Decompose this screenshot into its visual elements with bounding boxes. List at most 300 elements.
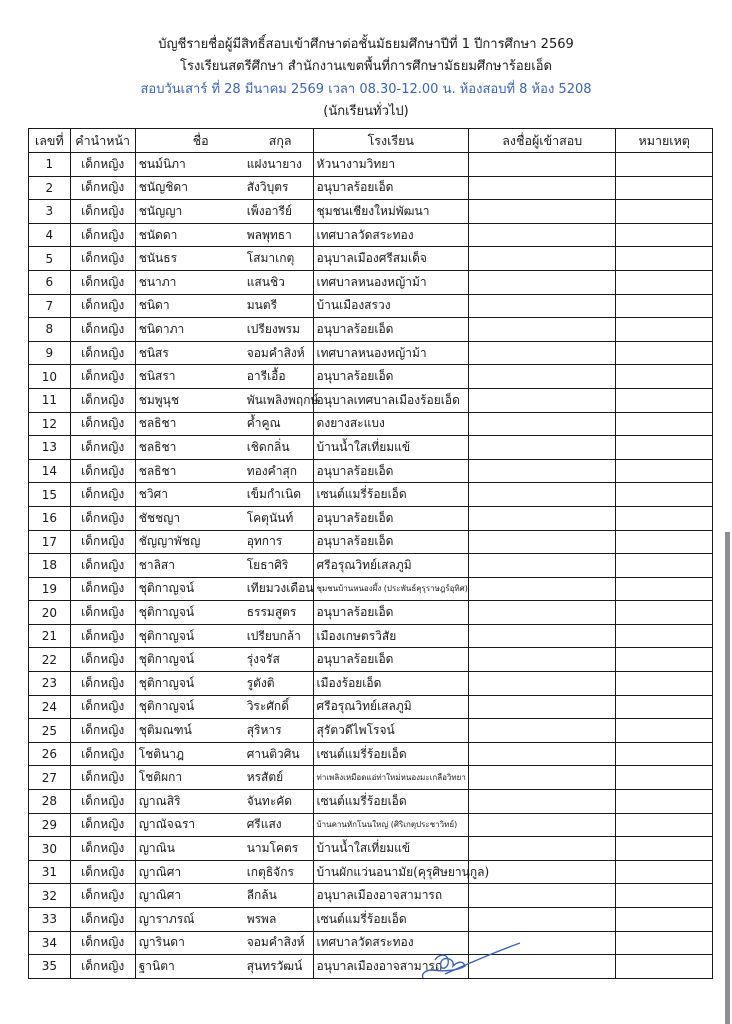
row-school: เมืองร้อยเอ็ด [313, 672, 469, 696]
row-first-name: ชัชชญา [138, 510, 181, 525]
row-signature-field[interactable] [469, 200, 616, 224]
row-number: 4 [29, 223, 71, 247]
row-number: 12 [29, 412, 71, 436]
table-row [29, 388, 713, 412]
row-remark-field[interactable] [616, 813, 713, 837]
row-school: สุรัตวดีไพโรจน์ [313, 719, 469, 743]
row-first-name: ชนม์นิภา [138, 156, 186, 171]
row-remark-field[interactable] [616, 908, 713, 932]
row-last-name: เกตุธิจักร [246, 864, 294, 879]
row-signature-field[interactable] [469, 247, 616, 271]
row-prefix: เด็กหญิง [70, 837, 135, 861]
row-last-name: พันเพลิงพฤกษ์ [246, 392, 319, 407]
row-prefix: เด็กหญิง [70, 412, 135, 436]
row-number: 28 [29, 790, 71, 814]
row-last-name: ลีกล้น [246, 888, 277, 903]
row-remark-field[interactable] [616, 624, 713, 648]
table-row [29, 176, 713, 200]
row-name [135, 648, 313, 672]
row-remark-field[interactable] [616, 153, 713, 177]
row-first-name: ชาลิสา [138, 557, 175, 572]
row-name [135, 672, 313, 696]
row-number: 31 [29, 860, 71, 884]
row-remark-field[interactable] [616, 483, 713, 507]
row-number: 29 [29, 813, 71, 837]
row-remark-field[interactable] [616, 742, 713, 766]
row-first-name: ชนัดดา [138, 227, 178, 242]
row-last-name: หรสัตย์ [246, 770, 284, 785]
row-number: 14 [29, 459, 71, 483]
row-signature-field[interactable] [469, 837, 616, 861]
row-name [135, 884, 313, 908]
row-school: อนุบาลเทศบาลเมืองร้อยเอ็ด [313, 388, 469, 412]
row-signature-field[interactable] [469, 624, 616, 648]
row-signature-field[interactable] [469, 459, 616, 483]
row-name [135, 506, 313, 530]
table-row [29, 153, 713, 177]
row-number: 22 [29, 648, 71, 672]
row-prefix: เด็กหญิง [70, 341, 135, 365]
col-header-sign: ลงชื่อผู้เข้าสอบ [469, 129, 616, 153]
row-prefix: เด็กหญิง [70, 223, 135, 247]
row-remark-field[interactable] [616, 270, 713, 294]
row-prefix: เด็กหญิง [70, 554, 135, 578]
row-signature-field[interactable] [469, 766, 616, 790]
row-last-name: มนตรี [246, 298, 278, 313]
row-school: อนุบาลเมืองอาจสามารถ [313, 955, 469, 979]
row-remark-field[interactable] [616, 412, 713, 436]
row-number: 27 [29, 766, 71, 790]
row-school: เซนต์แมรี่ร้อยเอ็ด [313, 790, 469, 814]
row-school: อนุบาลเมืองอาจสามารถ [313, 884, 469, 908]
row-number: 1 [29, 153, 71, 177]
row-name [135, 530, 313, 554]
table-row [29, 742, 713, 766]
row-signature-field[interactable] [469, 318, 616, 342]
row-prefix: เด็กหญิง [70, 908, 135, 932]
row-signature-field[interactable] [469, 648, 616, 672]
row-first-name: ญารินดา [138, 935, 185, 950]
row-name [135, 860, 313, 884]
row-remark-field[interactable] [616, 577, 713, 601]
row-first-name: ชุติกาญจน์ [138, 628, 195, 643]
row-prefix: เด็กหญิง [70, 153, 135, 177]
row-remark-field[interactable] [616, 318, 713, 342]
table-row [29, 766, 713, 790]
row-prefix: เด็กหญิง [70, 388, 135, 412]
table-row [29, 931, 713, 955]
table-row [29, 530, 713, 554]
table-row [29, 790, 713, 814]
row-signature-field[interactable] [469, 153, 616, 177]
row-first-name: ญาณสิริ [138, 793, 181, 808]
row-prefix: เด็กหญิง [70, 790, 135, 814]
row-school: อนุบาลร้อยเอ็ด [313, 601, 469, 625]
row-last-name: จอมคำสิงห์ [246, 345, 305, 360]
row-prefix: เด็กหญิง [70, 365, 135, 389]
table-row [29, 601, 713, 625]
table-row [29, 955, 713, 979]
row-first-name: โชตินาฎ [138, 746, 185, 761]
table-row [29, 412, 713, 436]
row-remark-field[interactable] [616, 955, 713, 979]
row-remark-field[interactable] [616, 554, 713, 578]
row-remark-field[interactable] [616, 459, 713, 483]
row-school: เซนต์แมรี่ร้อยเอ็ด [313, 742, 469, 766]
row-last-name: โคตุนันท์ [246, 510, 294, 525]
row-number: 26 [29, 742, 71, 766]
row-number: 35 [29, 955, 71, 979]
col-header-school: โรงเรียน [313, 129, 469, 153]
row-prefix: เด็กหญิง [70, 695, 135, 719]
row-school: ศรีอรุณวิทย์เสลภูมิ [313, 695, 469, 719]
row-school: เทศบาลหนองหญ้าม้า [313, 270, 469, 294]
row-first-name: ชุติมณฑน์ [138, 723, 192, 738]
table-row [29, 837, 713, 861]
row-signature-field[interactable] [469, 341, 616, 365]
table-row [29, 554, 713, 578]
row-school: ท่าเพลิงเหมือดแอ่ท่าใหม่หนองมะเกลือวิทยา [313, 766, 469, 790]
table-row [29, 365, 713, 389]
row-signature-field[interactable] [469, 672, 616, 696]
row-remark-field[interactable] [616, 695, 713, 719]
row-number: 5 [29, 247, 71, 271]
row-prefix: เด็กหญิง [70, 270, 135, 294]
row-number: 33 [29, 908, 71, 932]
row-name [135, 412, 313, 436]
row-school: เซนต์แมรี่ร้อยเอ็ด [313, 908, 469, 932]
row-first-name: ญาณิน [138, 841, 175, 856]
row-remark-field[interactable] [616, 648, 713, 672]
table-row [29, 672, 713, 696]
row-signature-field[interactable] [469, 270, 616, 294]
row-prefix: เด็กหญิง [70, 176, 135, 200]
row-signature-field[interactable] [469, 695, 616, 719]
row-last-name: สุนทรวัฒน์ [246, 958, 303, 973]
row-prefix: เด็กหญิง [70, 860, 135, 884]
candidate-type-line: (นักเรียนทั่วไป) [323, 104, 409, 119]
row-number: 25 [29, 719, 71, 743]
row-number: 9 [29, 341, 71, 365]
row-number: 11 [29, 388, 71, 412]
row-first-name: ชลธิชา [138, 416, 177, 431]
table-row [29, 813, 713, 837]
row-last-name: ค้ำคูณ [246, 416, 281, 431]
row-number: 19 [29, 577, 71, 601]
row-remark-field[interactable] [616, 365, 713, 389]
row-signature-field[interactable] [469, 176, 616, 200]
row-remark-field[interactable] [616, 719, 713, 743]
row-name [135, 294, 313, 318]
row-name [135, 341, 313, 365]
row-first-name: ชุติกาญจน์ [138, 675, 195, 690]
row-prefix: เด็กหญิง [70, 530, 135, 554]
row-signature-field[interactable] [469, 601, 616, 625]
table-row [29, 648, 713, 672]
row-name [135, 790, 313, 814]
row-number: 13 [29, 436, 71, 460]
row-name [135, 176, 313, 200]
row-signature-field[interactable] [469, 530, 616, 554]
row-name [135, 813, 313, 837]
row-number: 3 [29, 200, 71, 224]
row-school: เมืองเกษตรวิสัย [313, 624, 469, 648]
row-first-name: ญาณัจฉรา [138, 817, 196, 832]
table-row [29, 695, 713, 719]
table-body [29, 153, 713, 979]
row-school: เซนต์แมรี่ร้อยเอ็ด [313, 483, 469, 507]
row-school: อนุบาลร้อยเอ็ด [313, 459, 469, 483]
row-school: ชุมชนบ้านหนองผึ้ง (ประพันธ์คุรุราษฎร์อุทิศ) [313, 577, 469, 601]
row-name [135, 931, 313, 955]
row-first-name: ชลธิชา [138, 439, 177, 454]
row-number: 23 [29, 672, 71, 696]
row-last-name: จอมคำสิงห์ [246, 935, 305, 950]
row-remark-field[interactable] [616, 860, 713, 884]
row-name [135, 388, 319, 412]
row-prefix: เด็กหญิง [70, 200, 135, 224]
table-row [29, 223, 713, 247]
row-prefix: เด็กหญิง [70, 577, 135, 601]
row-prefix: เด็กหญิง [70, 436, 135, 460]
row-school: เทศบาลวัดสระทอง [313, 931, 469, 955]
row-signature-field[interactable] [469, 412, 616, 436]
row-name [135, 601, 313, 625]
table-row [29, 719, 713, 743]
row-prefix: เด็กหญิง [70, 247, 135, 271]
row-first-name: ฐานิตา [138, 958, 175, 973]
row-remark-field[interactable] [616, 223, 713, 247]
table-row [29, 341, 713, 365]
row-name [135, 766, 313, 790]
row-first-name: ชนันธร [138, 251, 178, 266]
row-last-name: เทียมวงเดือน [246, 581, 314, 596]
row-first-name: ญาณิศา [138, 864, 182, 879]
row-school: บ้านน้ำใสเที่ยมแข้ [313, 436, 469, 460]
row-name [135, 247, 313, 271]
row-first-name: ชนิดา [138, 298, 170, 313]
row-last-name: พลพุทธา [246, 227, 292, 242]
col-header-no: เลขที่ [29, 129, 71, 153]
row-prefix: เด็กหญิง [70, 601, 135, 625]
row-first-name: ชนิสรา [138, 369, 176, 384]
row-school: เทศบาลวัดสระทอง [313, 223, 469, 247]
row-school: อนุบาลร้อยเอ็ด [313, 648, 469, 672]
row-signature-field[interactable] [469, 294, 616, 318]
row-last-name: สุริหาร [246, 723, 282, 738]
row-school: เทศบาลหนองหญ้าม้า [313, 341, 469, 365]
row-remark-field[interactable] [616, 837, 713, 861]
row-signature-field[interactable] [469, 742, 616, 766]
row-remark-field[interactable] [616, 341, 713, 365]
row-number: 7 [29, 294, 71, 318]
table-row [29, 860, 713, 884]
row-number: 16 [29, 506, 71, 530]
row-remark-field[interactable] [616, 790, 713, 814]
row-last-name: สังวิบุตร [246, 180, 289, 195]
table-row [29, 908, 713, 932]
row-number: 32 [29, 884, 71, 908]
row-school: อนุบาลร้อยเอ็ด [313, 506, 469, 530]
table-row [29, 200, 713, 224]
col-header-name [135, 129, 313, 153]
row-number: 8 [29, 318, 71, 342]
table-row [29, 459, 713, 483]
row-name [135, 318, 313, 342]
row-name [135, 436, 313, 460]
row-signature-field[interactable] [469, 860, 616, 884]
row-name [135, 577, 313, 601]
row-name [135, 624, 313, 648]
row-first-name: ชุติกาญจน์ [138, 652, 195, 667]
row-name [135, 483, 313, 507]
row-school: หัวนางามวิทยา [313, 153, 469, 177]
col-header-prefix: คำนำหน้า [70, 129, 135, 153]
row-number: 18 [29, 554, 71, 578]
table-row [29, 884, 713, 908]
row-signature-field[interactable] [469, 223, 616, 247]
row-last-name: รูตังติ [246, 675, 275, 690]
row-prefix: เด็กหญิง [70, 459, 135, 483]
row-last-name: อารีเอื้อ [246, 369, 286, 384]
table-row [29, 577, 713, 601]
row-name [135, 459, 313, 483]
table-row [29, 318, 713, 342]
row-name [135, 365, 313, 389]
row-remark-field[interactable] [616, 247, 713, 271]
row-signature-field[interactable] [469, 365, 616, 389]
row-last-name: อุทการ [246, 534, 283, 549]
table-header-row [29, 129, 713, 153]
row-remark-field[interactable] [616, 530, 713, 554]
row-signature-field[interactable] [469, 577, 616, 601]
row-name [135, 200, 313, 224]
row-prefix: เด็กหญิง [70, 955, 135, 979]
row-prefix: เด็กหญิง [70, 318, 135, 342]
row-remark-field[interactable] [616, 506, 713, 530]
row-prefix: เด็กหญิง [70, 648, 135, 672]
row-school: อนุบาลร้อยเอ็ด [313, 365, 469, 389]
row-remark-field[interactable] [616, 884, 713, 908]
table-row [29, 247, 713, 271]
row-last-name: โสมาเกตุ [246, 251, 295, 266]
row-school: อนุบาลร้อยเอ็ด [313, 530, 469, 554]
row-last-name: รุ่งจรัส [246, 652, 280, 667]
row-number: 20 [29, 601, 71, 625]
row-first-name: ชนัญญา [138, 203, 183, 218]
row-school: ชุมชนเชียงใหม่พัฒนา [313, 200, 469, 224]
col-header-first-name: ชื่อ [192, 132, 209, 148]
row-first-name: โชติผกา [138, 770, 183, 785]
row-remark-field[interactable] [616, 388, 713, 412]
row-first-name: ชัญญาพัชญ [138, 534, 201, 549]
table-row [29, 483, 713, 507]
row-prefix: เด็กหญิง [70, 766, 135, 790]
row-first-name: ชนาภา [138, 274, 177, 289]
row-name [135, 955, 313, 979]
row-signature-field[interactable] [469, 483, 616, 507]
row-last-name: แสนชิว [246, 274, 285, 289]
row-signature-field[interactable] [469, 436, 616, 460]
table-row [29, 270, 713, 294]
row-signature-field[interactable] [469, 884, 616, 908]
row-last-name: เข็มกำเนิด [246, 487, 302, 502]
scan-edge-strip [725, 532, 730, 1024]
row-school: อนุบาลร้อยเอ็ด [313, 318, 469, 342]
row-remark-field[interactable] [616, 436, 713, 460]
row-prefix: เด็กหญิง [70, 931, 135, 955]
row-signature-field[interactable] [469, 388, 616, 412]
row-name [135, 837, 313, 861]
row-remark-field[interactable] [616, 200, 713, 224]
row-remark-field[interactable] [616, 176, 713, 200]
table-row [29, 294, 713, 318]
row-school: บ้านผักแว่นอนามัย(คุรุศิษยานุกูล) [313, 860, 469, 884]
row-first-name: ชมพูนุช [138, 392, 179, 407]
row-first-name: ชุติกาญจน์ [138, 605, 195, 620]
row-signature-field[interactable] [469, 554, 616, 578]
row-remark-field[interactable] [616, 672, 713, 696]
row-first-name: ชวิศา [138, 487, 168, 502]
col-header-remark: หมายเหตุ [616, 129, 713, 153]
row-signature-field[interactable] [469, 813, 616, 837]
row-last-name: ทองคำสุก [246, 463, 298, 478]
row-remark-field[interactable] [616, 601, 713, 625]
row-prefix: เด็กหญิง [70, 884, 135, 908]
row-last-name: ศานติวศิน [246, 746, 300, 761]
row-last-name: แฝงนายาง [246, 156, 302, 171]
row-last-name: ศรีแสง [246, 817, 282, 832]
row-number: 10 [29, 365, 71, 389]
row-last-name: จันทะคัด [246, 793, 293, 808]
row-remark-field[interactable] [616, 766, 713, 790]
row-name [135, 695, 313, 719]
row-first-name: ชลธิชา [138, 463, 177, 478]
row-school: ดงยางสะแบง [313, 412, 469, 436]
row-number: 15 [29, 483, 71, 507]
table-row [29, 624, 713, 648]
row-last-name: เปรียงพรม [246, 321, 301, 336]
row-signature-field[interactable] [469, 719, 616, 743]
row-number: 30 [29, 837, 71, 861]
row-last-name: เชิดกลิ่น [246, 439, 290, 454]
row-first-name: ชุติกาญจน์ [138, 699, 195, 714]
row-first-name: ญาณิศา [138, 888, 182, 903]
row-name [135, 742, 313, 766]
row-remark-field[interactable] [616, 931, 713, 955]
row-school: อนุบาลร้อยเอ็ด [313, 176, 469, 200]
row-number: 24 [29, 695, 71, 719]
row-signature-field[interactable] [469, 908, 616, 932]
row-prefix: เด็กหญิง [70, 506, 135, 530]
row-name [135, 908, 313, 932]
row-signature-field[interactable] [469, 790, 616, 814]
row-prefix: เด็กหญิง [70, 742, 135, 766]
row-school: บ้านเมืองสรวง [313, 294, 469, 318]
row-prefix: เด็กหญิง [70, 483, 135, 507]
exam-schedule-line: สอบวันเสาร์ ที่ 28 มีนาคม 2569 เวลา 08.30-12.00 น. ห้องสอบที่ 8 ห้อง 5208 [140, 82, 592, 97]
row-first-name: ชนิสร [138, 345, 169, 360]
row-number: 21 [29, 624, 71, 648]
row-signature-field[interactable] [469, 506, 616, 530]
row-last-name: พรพล [246, 911, 277, 926]
row-name [135, 719, 313, 743]
row-name [135, 554, 313, 578]
row-remark-field[interactable] [616, 294, 713, 318]
row-school: บ้านคานหักโนนใหญ่ (ศิริเกตุประชาวิทย์) [313, 813, 469, 837]
row-prefix: เด็กหญิง [70, 813, 135, 837]
row-number: 34 [29, 931, 71, 955]
